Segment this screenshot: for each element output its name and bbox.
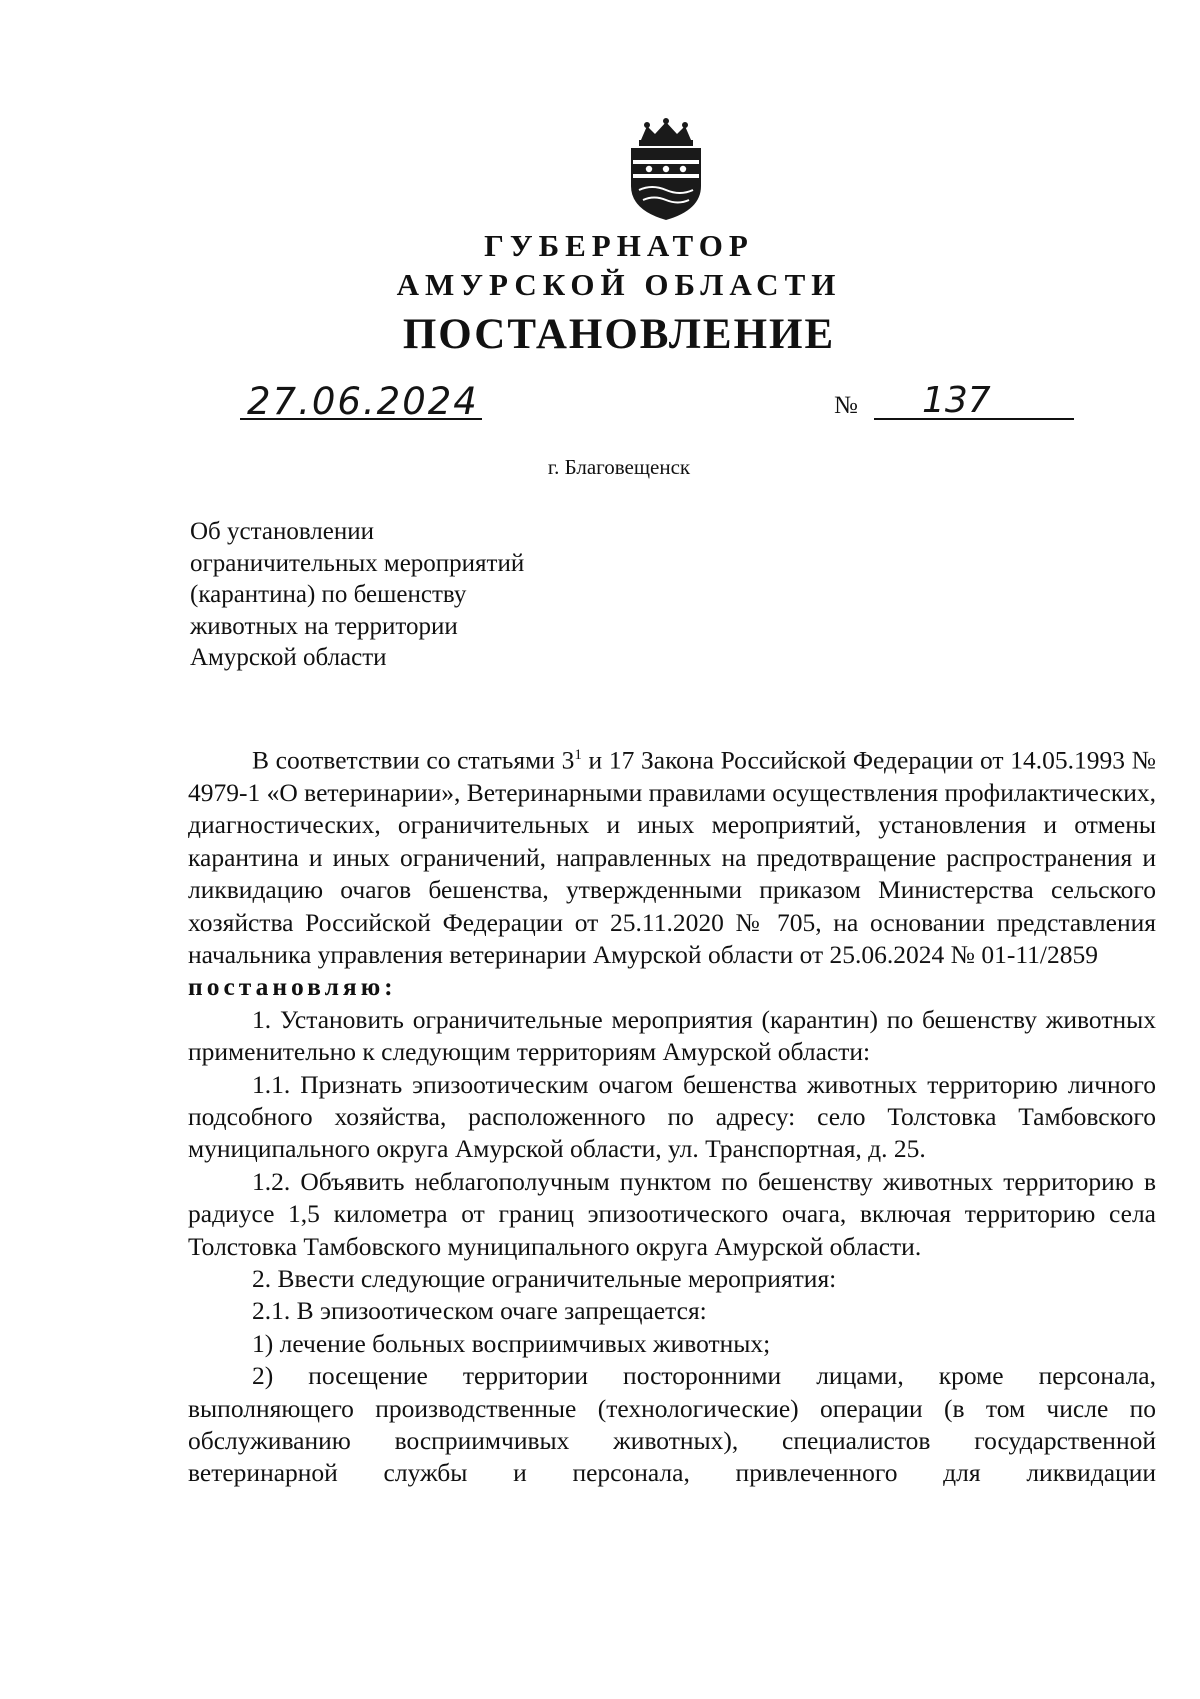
decree-word-text: постановляю: [188,972,397,1002]
city-name: г. Благовещенск [547,455,691,479]
clause-1-1: 1.1. Признать эпизоотическим очагом бешенства животных территорию личного подсобного хозяйства, расположенного по адресу: село Толстовка Тамбовского муниципального округа Амурской области, ул. Транспортная, д. 25. [188,1069,1156,1164]
clause-2-1-item-2: 2) посещение территории посторонними лицами, кроме персонала, выполняющего производственные (технологические) операции (в том числе по обслуживанию восприимчивых животных), специалистов государственной ветеринарной службы и персонала, привлеченного для ликвидации [188,1361,1156,1488]
preamble-part1: В соответствии со статьями 3 [252,745,575,775]
clause-1: 1. Установить ограничительные мероприятия (карантин) по бешенству животных применительно к следующим территориям Амурской области: [188,1004,1156,1067]
preamble-part2: и 17 Закона Российской Федерации от 14.05.1993 № 4979-1 «О ветеринарии», Ветеринарными правилами осуществления профилактических, диагностических, ограничительных и иных мероприятий, установления и отмены карантина и иных ограничений, направленных на предотвращение распространения и ликвидацию очагов бешенства, утвержденными приказом Министерства сельского хозяйства Российской Федерации от 25.11.2020 № 705, на основании представления начальника управления ветеринарии Амурской области от 25.06.2024 № 01-11/2859 [188,745,1156,969]
subject-line: Об установлении [190,518,375,545]
document-type-title: ПОСТАНОВЛЕНИЕ [402,311,836,358]
clause-2-1: 2.1. В эпизоотическом очаге запрещается: [252,1296,707,1326]
number-underline [874,418,1074,420]
number-sign: № [834,392,858,419]
clause-2-1-item-1: 1) лечение больных восприимчивых животных; [252,1328,771,1358]
document-subject [190,516,610,674]
subject-line: Амурской области [190,644,387,671]
authority-title-line2: АМУРСКОЙ ОБЛАСТИ [396,267,842,302]
document-number: 137 [922,380,991,421]
decree-word [188,971,1156,1003]
coat-of-arms-emblem [623,118,709,222]
subject-line: (карантина) по бешенству [190,581,467,608]
authority-title-line1: ГУБЕРНАТОР [484,228,754,263]
subject-line: ограничительных мероприятий [190,549,525,577]
date-underline [240,418,482,420]
preamble-paragraph [188,739,1156,971]
clause-1-2: 1.2. Объявить неблагополучным пунктом по бешенству животных территорию в радиусе 1,5 километра от границ эпизоотического очага, включая территорию села Толстовка Тамбовского муниципального округа Амурской области. [188,1166,1156,1261]
subject-line: животных на территории [190,612,458,640]
clause-2: 2. Ввести следующие ограничительные мероприятия: [252,1264,837,1293]
preamble-superscript: 1 [574,747,582,763]
document-body [188,739,1156,1490]
document-date: 27.06.2024 [247,380,479,423]
